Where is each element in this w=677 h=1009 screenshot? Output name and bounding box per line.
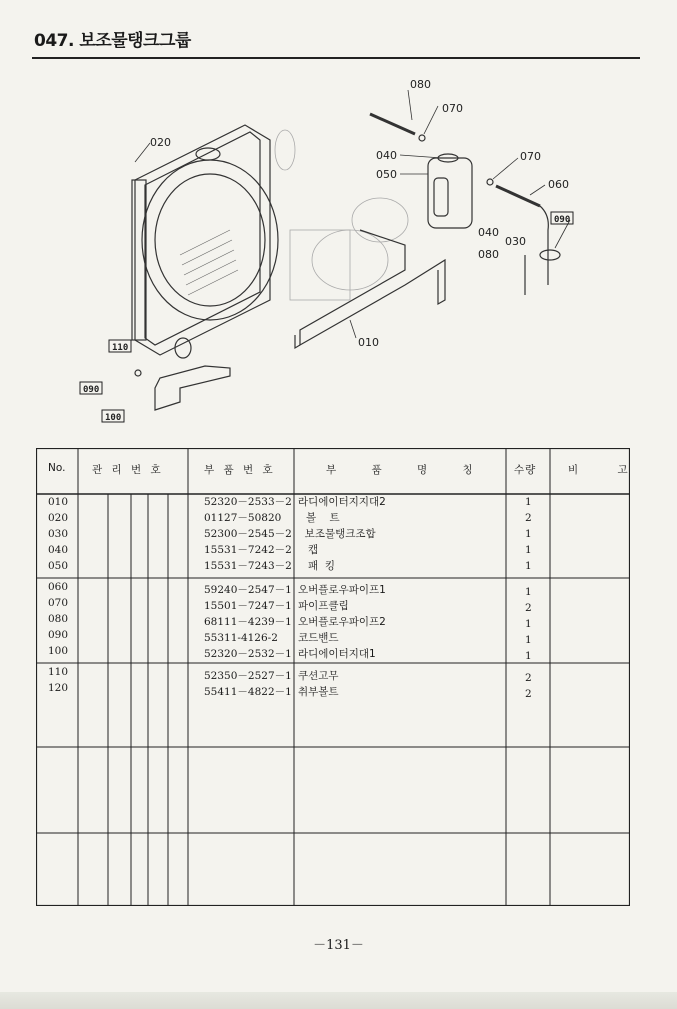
callout-040-b: 040 (478, 226, 499, 239)
parts-diagram (60, 70, 620, 430)
boxed-label-090: 090 (554, 215, 571, 225)
table-row-no: 050 (48, 560, 69, 572)
table-row-no: 090 (48, 629, 69, 641)
callout-020: 020 (150, 136, 171, 149)
boxed-label-110: 110 (112, 343, 129, 353)
table-row-qty: 2 (525, 602, 532, 614)
support-bracket (300, 230, 445, 345)
callout-070-b: 070 (520, 150, 541, 163)
table-row-part-no: 15531－7242－2 (204, 544, 292, 556)
col-header-management-no: 관 리 번 호 (92, 464, 164, 476)
table-row-no: 080 (48, 613, 69, 625)
boxed-label-090-b: 090 (83, 385, 100, 395)
table-row-no: 040 (48, 544, 69, 556)
table-row-part-no: 55311-4126-2 (204, 632, 278, 644)
callout-030: 030 (505, 235, 526, 248)
table-row-qty: 2 (525, 672, 532, 684)
table-row-qty: 1 (525, 618, 532, 630)
table-row-qty: 1 (525, 650, 532, 662)
header-rule (32, 57, 640, 59)
col-header-no: No. (48, 462, 66, 474)
table-row-part-no: 52350－2527－1 (204, 670, 292, 682)
table-row-part-name: 라디에이터지지대2 (298, 496, 386, 508)
col-header-part-no: 부 품 번 호 (204, 464, 276, 476)
table-row-no: 120 (48, 682, 69, 694)
table-row-part-name: 라디에이터지대1 (298, 648, 376, 660)
table-row-part-name: 코드밴드 (298, 632, 339, 644)
callout-050: 050 (376, 168, 397, 181)
parts-table (36, 448, 646, 906)
table-row-qty: 2 (525, 688, 532, 700)
table-row-no: 100 (48, 645, 69, 657)
col-header-qty: 수량 (514, 464, 537, 476)
table-row-part-no: 59240－2547－1 (204, 584, 292, 596)
table-row-part-no: 52320－2532－1 (204, 648, 292, 660)
callout-060: 060 (548, 178, 569, 191)
table-row-part-name: 파이프클립 (298, 600, 349, 612)
callout-010: 010 (358, 336, 379, 349)
table-row-part-name: 취부볼트 (298, 686, 339, 698)
table-row-part-name: 쿠션고무 (298, 670, 339, 682)
table-row-part-name: 오버플로우파이프1 (298, 584, 386, 596)
table-row-no: 060 (48, 581, 69, 593)
table-row-part-name: 보조물탱크조합 (298, 528, 376, 540)
table-row-no: 010 (48, 496, 69, 508)
table-row-part-no: 52320－2533－2 (204, 496, 292, 508)
boxed-label-100: 100 (105, 413, 122, 423)
table-row-part-name: 패 킹 (298, 560, 335, 572)
callout-080-b: 080 (478, 248, 499, 261)
table-row-part-name: 캡 (298, 544, 319, 556)
table-row-qty: 1 (525, 496, 532, 508)
table-row-part-no: 01127－50820 (204, 512, 282, 524)
table-row-qty: 2 (525, 512, 532, 524)
col-header-remarks: 비 고 (568, 464, 646, 476)
callout-070: 070 (442, 102, 463, 115)
table-row-part-no: 15501－7247－1 (204, 600, 292, 612)
col-header-part-name: 부 품 명 칭 (326, 464, 489, 476)
table-row-qty: 1 (525, 586, 532, 598)
callout-080: 080 (410, 78, 431, 91)
table-row-part-no: 52300－2545－2 (204, 528, 292, 540)
callout-040: 040 (376, 149, 397, 162)
page-title: 047. 보조물탱크그룹 (34, 31, 191, 51)
table-row-qty: 1 (525, 544, 532, 556)
table-row-part-no: 55411－4822－1 (204, 686, 292, 698)
table-row-part-no: 15531－7243－2 (204, 560, 292, 572)
page-number: －131－ (313, 938, 364, 953)
table-row-no: 030 (48, 528, 69, 540)
table-row-no: 070 (48, 597, 69, 609)
table-row-qty: 1 (525, 560, 532, 572)
table-row-part-name: 오버플로우파이프2 (298, 616, 386, 628)
table-row-qty: 1 (525, 634, 532, 646)
table-row-part-name: 볼 트 (306, 512, 340, 524)
table-row-part-no: 68111－4239－1 (204, 616, 292, 628)
scan-edge (0, 992, 677, 1009)
table-row-no: 110 (48, 666, 69, 678)
table-row-qty: 1 (525, 528, 532, 540)
table-row-no: 020 (48, 512, 69, 524)
